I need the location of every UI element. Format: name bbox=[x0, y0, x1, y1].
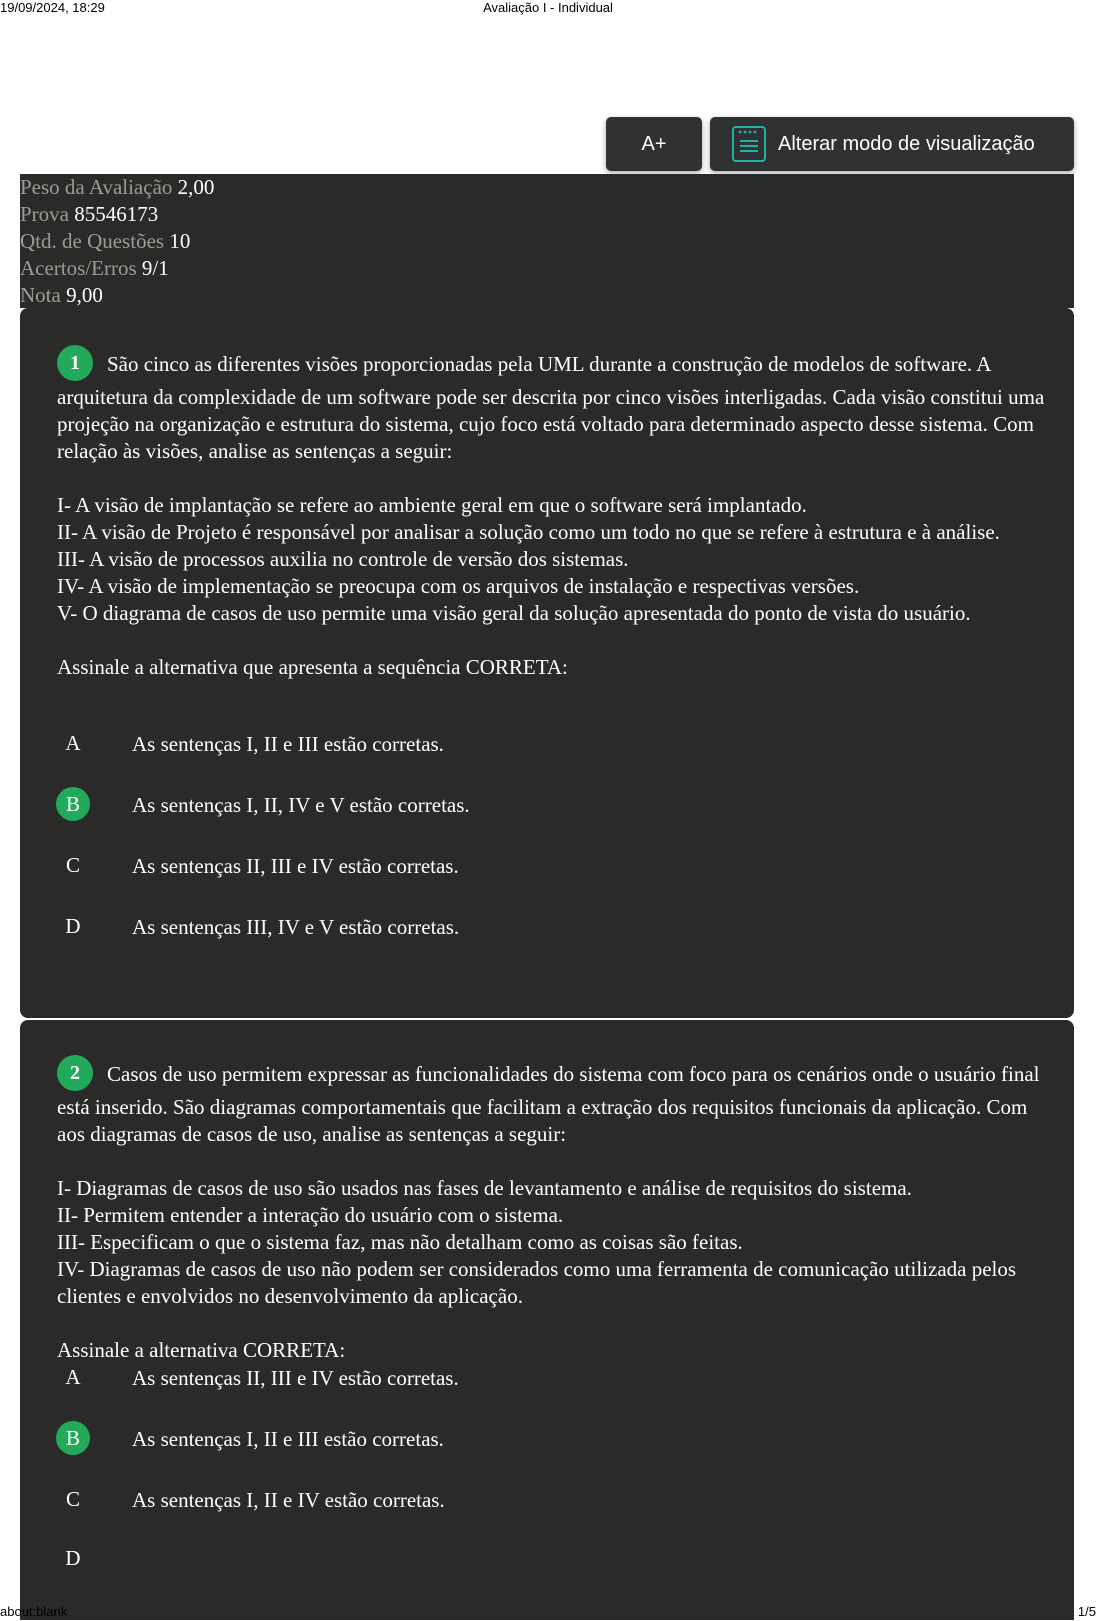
print-title: Avaliação I - Individual bbox=[483, 0, 613, 15]
option-letter: C bbox=[65, 853, 80, 877]
print-datetime: 19/09/2024, 18:29 bbox=[0, 0, 105, 15]
summary-value: 85546173 bbox=[74, 202, 159, 226]
summary-row bbox=[20, 174, 1074, 201]
option-text: As sentenças II, III e IV estão corretas. bbox=[132, 1366, 459, 1390]
option-letter: A bbox=[65, 731, 81, 755]
summary-label: Nota bbox=[20, 283, 61, 307]
question-prompt: Assinale a alternativa CORRETA: bbox=[57, 1338, 346, 1362]
summary-row bbox=[20, 201, 1074, 228]
option-text: As sentenças III, IV e V estão corretas. bbox=[132, 915, 460, 939]
font-size-button[interactable]: A+ bbox=[606, 117, 702, 171]
summary-row bbox=[20, 228, 1074, 255]
option-text: As sentenças I, II e III estão corretas. bbox=[132, 732, 444, 756]
question-card-1 bbox=[20, 308, 1074, 1018]
statement: II- Permitem entender a interação do usuário com o sistema. bbox=[57, 1203, 564, 1227]
summary-value: 9/1 bbox=[141, 256, 169, 280]
print-url: about:blank bbox=[0, 1604, 68, 1619]
option-letter: D bbox=[65, 1546, 81, 1570]
print-header bbox=[0, 0, 1096, 16]
statement: I- Diagramas de casos de uso são usados nas fases de levantamento e análise de requisitos do sistema. bbox=[57, 1176, 912, 1200]
question-number-badge: 2 bbox=[57, 1055, 93, 1091]
option-text: As sentenças I, II e IV estão corretas. bbox=[132, 1488, 445, 1512]
statement: II- A visão de Projeto é responsável por analisar a solução como um todo no que se refere à estrutura e à análise. bbox=[57, 520, 1000, 544]
question-card-2 bbox=[20, 1020, 1074, 1620]
print-footer bbox=[0, 1604, 1096, 1620]
question-intro: São cinco as diferentes visões proporcionadas pela UML durante a construção de modelos de software. A arquitetura da complexidade de um software pode ser descrita por cinco visões interligadas. Cada visão constitui uma projeção na organização e estrutura do sistema, cujo foco está voltado para determinado aspecto desse sistema. Com relação às visões, analise as sentenças a seguir: bbox=[57, 351, 1045, 463]
print-page-number: 1/5 bbox=[1077, 1604, 1096, 1619]
document-list-icon bbox=[732, 126, 766, 162]
option-text: As sentenças II, III e IV estão corretas. bbox=[132, 854, 459, 878]
summary-value: 10 bbox=[169, 229, 191, 253]
change-view-mode-button[interactable] bbox=[710, 117, 1074, 171]
summary-label: Acertos/Erros bbox=[20, 256, 137, 280]
statement: I- A visão de implantação se refere ao ambiente geral em que o software será implantado. bbox=[57, 493, 807, 517]
option-letter-correct: B bbox=[56, 787, 90, 821]
question-number-badge: 1 bbox=[57, 345, 93, 381]
summary-value: 9,00 bbox=[66, 283, 103, 307]
summary-label: Qtd. de Questões bbox=[20, 229, 165, 253]
summary-row bbox=[20, 255, 1074, 282]
statement: III- A visão de processos auxilia no controle de versão dos sistemas. bbox=[57, 547, 629, 571]
statement: IV- Diagramas de casos de uso não podem ser considerados como uma ferramenta de comunicação utilizada pelos clientes e envolvidos no desenvolvimento da aplicação. bbox=[57, 1257, 1017, 1308]
option-letter: C bbox=[65, 1487, 80, 1511]
question-prompt: Assinale a alternativa que apresenta a sequência CORRETA: bbox=[57, 655, 568, 679]
question-intro: Casos de uso permitem expressar as funcionalidades do sistema com foco para os cenários onde o usuário final está inserido. São diagramas comportamentais que facilitam a extração dos requisitos funcionais da aplicação. Com aos diagramas de casos de uso, analise as sentenças a seguir: bbox=[57, 1061, 1040, 1146]
question-text bbox=[57, 348, 1059, 681]
option-letter: D bbox=[65, 914, 81, 938]
summary-value: 2,00 bbox=[177, 175, 215, 199]
summary-label: Peso da Avaliação bbox=[20, 175, 173, 199]
summary-label: Prova bbox=[20, 202, 69, 226]
option-text: As sentenças I, II e III estão corretas. bbox=[132, 1427, 444, 1451]
option-letter-correct: B bbox=[56, 1421, 90, 1455]
statement: V- O diagrama de casos de uso permite uma visão geral da solução apresentada do ponto de vista do usuário. bbox=[57, 601, 971, 625]
statement: III- Especificam o que o sistema faz, mas não detalham como as coisas são feitas. bbox=[57, 1230, 743, 1254]
question-text bbox=[57, 1058, 1059, 1364]
option-text: As sentenças I, II, IV e V estão corretas. bbox=[132, 793, 470, 817]
statement: IV- A visão de implementação se preocupa com os arquivos de instalação e respectivas versões. bbox=[57, 574, 860, 598]
option-letter: A bbox=[65, 1365, 81, 1389]
evaluation-summary bbox=[20, 174, 1074, 308]
change-view-mode-label: Alterar modo de visualização bbox=[778, 133, 1035, 155]
summary-row bbox=[20, 282, 1074, 309]
